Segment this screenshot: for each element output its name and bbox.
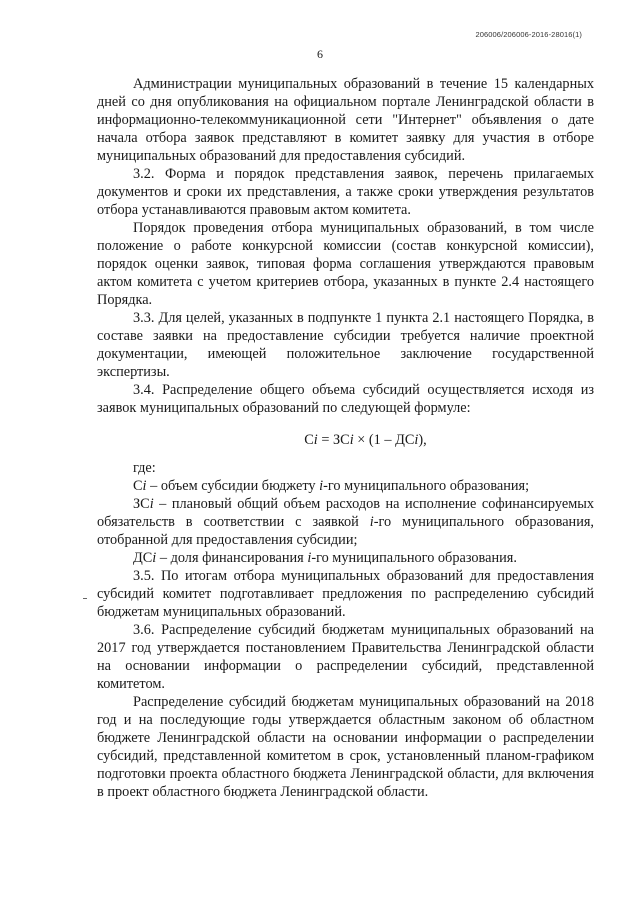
- def2-text-a: – плановый общий объем расходов на исполнение софинансируемых обязательств в соответствии с заявкой: [97, 496, 594, 530]
- paragraph-3-2: 3.2. Форма и порядок представления заявок, перечень прилагаемых документов и сроки их представления, а также сроки утверждения результатов отбора устанавливаются правовым актом комитета.: [97, 166, 594, 218]
- document-id: 206006/206006-2016-28016(1): [475, 30, 582, 39]
- def1-symbol: С: [133, 478, 143, 494]
- paragraph-3-3: 3.3. Для целей, указанных в подпункте 1 пункта 2.1 настоящего Порядка, в составе заявки на предоставление субсидии требуется наличие проектной документации, имеющей положительное заключение государственной экспертизы.: [97, 310, 594, 380]
- formula: [97, 431, 594, 449]
- formula-mid-index: i: [349, 432, 354, 448]
- formula-lhs: С: [304, 432, 314, 448]
- def1-text-a: – объем субсидии бюджету: [146, 478, 320, 494]
- def1-text-b: -го муниципального образования;: [323, 478, 530, 494]
- def2-symbol: ЗС: [133, 496, 150, 512]
- formula-lhs-index: i: [313, 432, 318, 448]
- def3-index: i: [152, 550, 157, 566]
- def3-index-2: i: [307, 550, 312, 566]
- def2-index-2: i: [369, 514, 374, 530]
- def1-index: i: [142, 478, 147, 494]
- paragraph-3-5: 3.5. По итогам отбора муниципальных образований для предоставления субсидий комитет подготавливает предложения по распределению субсидий бюджетам муниципальных образований.: [97, 568, 594, 620]
- formula-eq: = ЗС: [317, 432, 350, 448]
- definition-planned-expenses: [97, 495, 594, 549]
- where-label: где:: [133, 460, 156, 476]
- paragraph-3-6: 3.6. Распределение субсидий бюджетам муниципальных образований на 2017 год утверждается постановлением Правительства Ленинградской области на основании информации о распределении субсидий, представленной комитетом.: [97, 622, 594, 692]
- definition-financing-share: [97, 549, 594, 567]
- page-number: 6: [317, 47, 323, 61]
- def3-text-b: -го муниципального образования.: [311, 550, 517, 566]
- def2-text-b: -го муниципального образования, отобранной для предоставления субсидии;: [97, 514, 594, 548]
- def1-index-2: i: [319, 478, 324, 494]
- def3-symbol: ДС: [133, 550, 153, 566]
- paragraph-3-4: 3.4. Распределение общего объема субсидий осуществляется исходя из заявок муниципальных образований по следующей формуле:: [97, 382, 594, 416]
- paragraph-later-years: Распределение субсидий бюджетам муниципальных образований на 2018 год и на последующие годы утверждается областным законом об областном бюджете Ленинградской области на основании информации о распределении субсидий, представленной комитетом в срок, установленный планом-графиком подготовки проекта областного бюджета Ленинградской области, для включения в проект областного бюджета Ленинградской области.: [97, 694, 594, 800]
- paragraph-1: Администрации муниципальных образований в течение 15 календарных дней со дня опубликования на официальном портале Ленинградской области в информационно-телекоммуникационной сети "Интернет" объявления о дате начала отбора заявок представляют в комитет заявку для участия в отборе муниципальных образований для предоставления субсидий.: [97, 76, 594, 164]
- formula-tail-index: i: [414, 432, 419, 448]
- def3-text-a: – доля финансирования: [156, 550, 308, 566]
- formula-tail: × (1 – ДС: [353, 432, 415, 448]
- def2-index: i: [149, 496, 154, 512]
- margin-mark: [83, 598, 87, 599]
- formula-end: ),: [418, 432, 427, 448]
- definition-subsidy: [97, 477, 594, 495]
- document-body: [97, 75, 594, 801]
- paragraph-selection-procedure: Порядок проведения отбора муниципальных образований, в том числе положение о работе конкурсной комиссии (состав конкурсной комиссии), порядок оценки заявок, типовая форма соглашения утверждаются правовым актом комитета с учетом критериев отбора, указанных в пункте 2.4 настоящего Порядка.: [97, 220, 594, 308]
